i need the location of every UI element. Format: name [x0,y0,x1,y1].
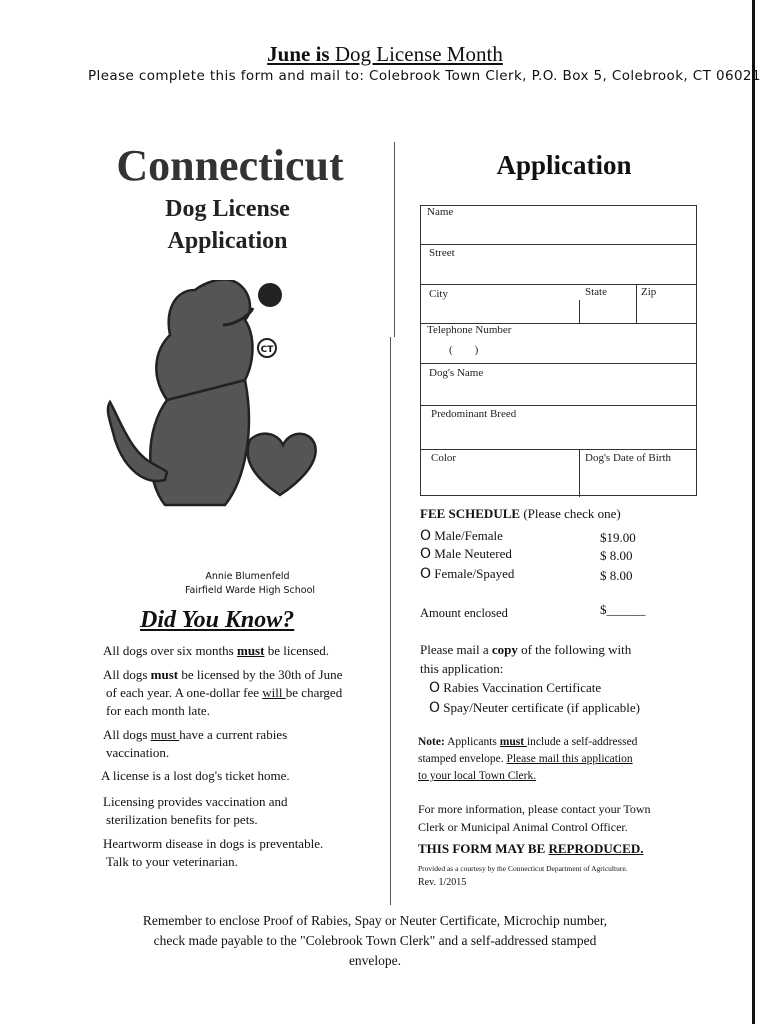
title-bold: June is [267,42,330,66]
fact-1 [103,643,329,659]
state-label: State [585,286,607,298]
fact-2-c: be licensed by the 30th of June [178,667,343,682]
fee-row [420,566,514,582]
city-label: City [429,288,448,300]
dog-body [108,280,316,505]
fee-price: $ 8.00 [600,548,633,563]
fee-heading-bold: FEE SCHEDULE [420,506,521,521]
col-line [636,284,637,324]
note-line2-b: Please mail this application [506,753,633,765]
phone-label: Telephone Number [427,324,512,336]
fee-row [420,546,512,562]
footer-line3: envelope. [348,953,402,968]
color-label: Color [431,452,457,464]
fee-checkbox[interactable]: O [420,566,432,582]
fee-checkbox[interactable]: O [420,546,432,562]
subtitle-line2: Application [167,228,288,254]
info-block [418,800,651,836]
note-block [418,734,637,785]
info-line2: Clerk or Municipal Animal Control Officer. [418,820,628,834]
note-label: Note: [418,736,445,748]
footer-reminder [80,911,670,971]
fact-5-a: Licensing provides vaccination and [103,794,288,809]
revision: Rev. 1/2015 [418,877,467,888]
row-line [421,363,696,364]
fact-6-b: Talk to your veterinarian. [106,854,238,869]
fact-4: A license is a lost dog's ticket home. [101,768,290,783]
footer-line1: Remember to enclose Proof of Rabies, Spay or Neuter Certificate, Microchip number, [142,913,608,928]
application-form [420,205,697,496]
row-line [421,284,696,285]
breed-label: Predominant Breed [431,408,517,420]
fact-5-b: sterilization benefits for pets. [106,812,258,827]
fee-label: Male Neutered [434,546,512,561]
reproduce-notice [418,841,643,857]
fee-heading [420,506,621,522]
fact-6 [103,835,323,871]
fact-2-f: be charged [285,685,343,700]
copy-instructions [420,640,640,718]
fact-1-c: be licensed. [264,643,330,658]
courtesy-note: Provided as a courtesy by the Connecticut Department of Agriculture. [418,864,628,873]
fact-2 [103,666,383,720]
fact-5 [103,793,287,829]
fee-price: $19.00 [600,530,636,545]
copy-checkbox[interactable]: O [429,700,441,716]
row-line [421,405,696,406]
copy-checkbox[interactable]: O [429,680,441,696]
did-you-know-heading: Did You Know? [140,607,295,633]
copy-line1-a: Please mail a [420,642,492,657]
reproduce-a: THIS FORM MAY BE [418,841,549,856]
copy-item-1: Rabies Vaccination Certificate [443,680,602,695]
copy-line1-c: of the following with [517,642,632,657]
amount-label: Amount enclosed [420,606,508,620]
note-text-a: Applicants [444,736,500,748]
dog-name-label: Dog's Name [429,367,484,379]
note-line3: to your local Town Clerk. [418,770,537,782]
fact-1-a: All dogs over six months [103,643,237,658]
fee-heading-rest: (Please check one) [520,506,621,521]
column-divider-top [394,142,395,337]
row-line [421,244,696,245]
fee-price: $ 8.00 [600,568,633,583]
state-heading: Connecticut [116,141,344,190]
col-line [579,300,580,324]
copy-item-2: Spay/Neuter certificate (if applicable) [443,700,640,715]
fact-2-d: of each year. A one-dollar fee [106,685,263,700]
artist-name: Annie Blumenfeld [205,571,290,582]
fact-3-c: have a current rabies [179,727,288,742]
reproduce-b: REPRODUCED. [548,841,644,856]
row-line [421,449,696,450]
title-rest: Dog License Month [329,42,503,66]
note-text-b: include a self-addressed [526,736,638,748]
fact-3-d: vaccination. [106,745,170,760]
street-label: Street [429,247,455,259]
footer-line2: check made payable to the "Colebrook Town Clerk" and a self-addressed stamped [153,933,597,948]
artist-school: Fairfield Warde High School [184,585,316,596]
page-edge-line [752,0,755,1024]
fact-3-b: must [150,727,180,742]
phone-parens: ( ) [449,344,479,356]
fact-3-a: All dogs [103,727,151,742]
page-title [0,42,770,67]
fact-1-b: must [236,643,265,658]
fee-label: Male/Female [434,528,503,543]
fact-3 [103,726,287,762]
fee-row [420,528,503,544]
fee-checkbox[interactable]: O [420,528,432,544]
note-line2-a: stamped envelope. [418,753,507,765]
mail-instructions: Please complete this form and mail to: Colebrook Town Clerk, P.O. Box 5, Colebrook, CT 06021 [88,68,761,84]
subtitle-line1: Dog License [165,196,290,222]
dog-illustration [105,280,340,515]
tag-text: CT [260,345,274,355]
name-label: Name [427,206,454,218]
dob-label: Dog's Date of Birth [585,452,671,464]
column-divider-bottom [390,337,391,905]
col-line [579,449,580,497]
application-heading: Application [496,150,632,180]
copy-line1-b: copy [491,642,518,657]
fact-2-g: for each month late. [106,703,210,718]
fee-label: Female/Spayed [434,566,515,581]
dog-nose [258,283,282,307]
note-must: must [499,736,527,748]
fact-2-e: will [262,685,286,700]
zip-label: Zip [641,286,657,298]
fact-2-a: All dogs [103,667,151,682]
info-line1: For more information, please contact your Town [418,802,651,816]
fact-6-a: Heartworm disease in dogs is preventable. [103,836,324,851]
amount-field[interactable]: $______ [600,602,646,617]
fact-2-b: must [150,667,179,682]
copy-line2: this application: [420,661,504,676]
